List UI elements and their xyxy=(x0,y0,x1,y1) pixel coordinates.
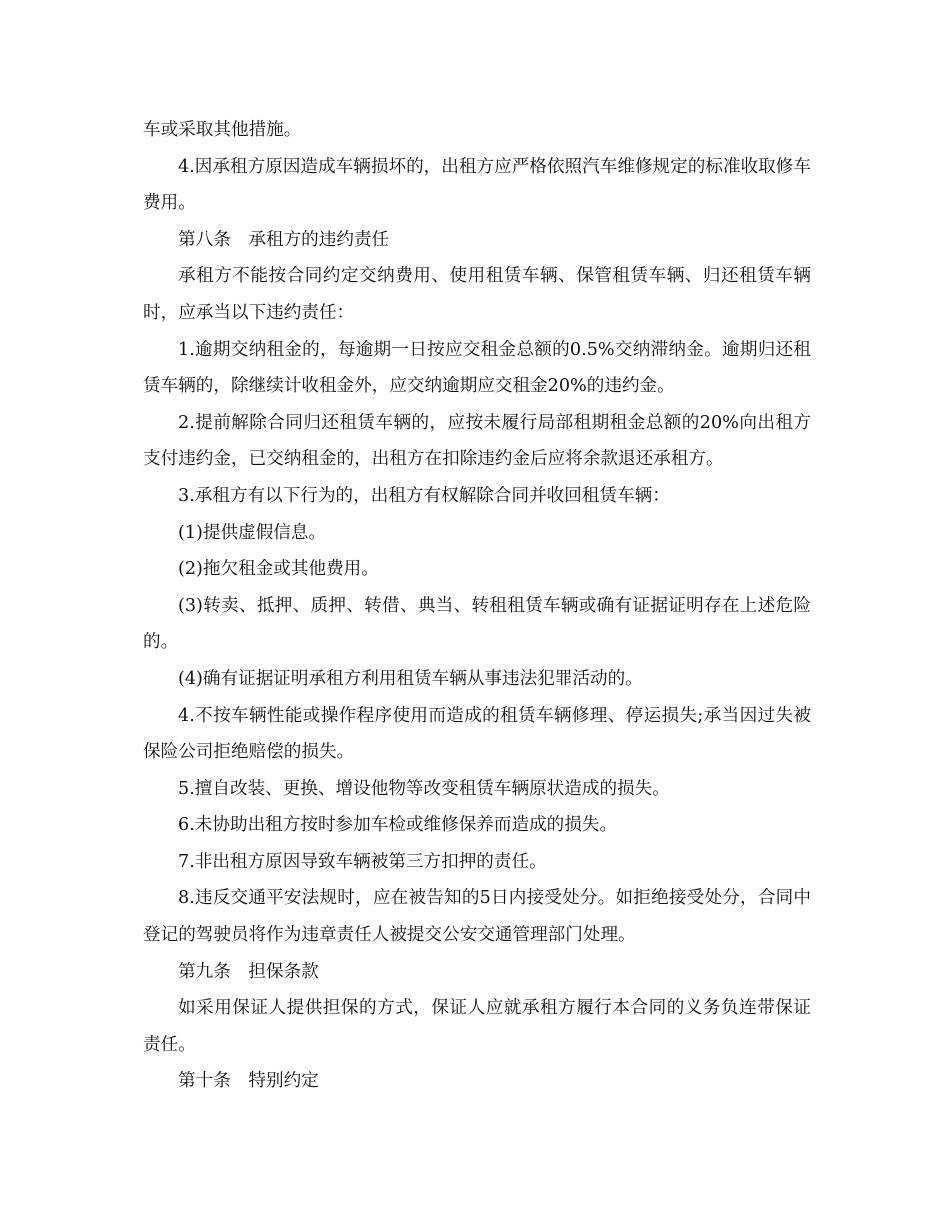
paragraph-article-9-body: 如采用保证人提供担保的方式，保证人应就承租方履行本合同的义务负连带保证责任。 xyxy=(143,998,811,1055)
paragraph-clause-7-item-4: 4.因承租方原因造成车辆损坏的，出租方应严格依照汽车维修规定的标准收取修车费用。 xyxy=(143,156,811,214)
paragraph-article-8-item-8: 8.违反交通平安法规时，应在被告知的5日内接受处分。如拒绝接受处分，合同中登记的驾驶员将作为违章责任人被提交公安交通管理部门处理。 xyxy=(143,888,811,946)
document-body xyxy=(143,112,811,1100)
paragraph-article-8-intro: 承租方不能按合同约定交纳费用、使用租赁车辆、保管租赁车辆、归还租赁车辆时，应承当以下违约责任： xyxy=(143,266,811,323)
paragraph-sub-item-3: (3)转卖、抵押、质押、转借、典当、转租租赁车辆或确有证据证明存在上述危险的。 xyxy=(143,595,811,653)
paragraph-article-8-item-6: 6.未协助出租方按时参加车检或维修保养而造成的损失。 xyxy=(178,815,618,836)
section-heading-article-9: 第九条 担保条款 xyxy=(178,961,319,982)
paragraph-continuation: 车或采取其他措施。 xyxy=(143,120,302,140)
section-heading-article-10: 第十条 特别约定 xyxy=(178,1071,319,1092)
paragraph-article-8-item-7: 7.非出租方原因导致车辆被第三方扣押的责任。 xyxy=(178,851,547,872)
paragraph-article-8-item-3: 3.承租方有以下行为的，出租方有权解除合同并收回租赁车辆： xyxy=(178,485,670,506)
section-heading-article-8: 第八条 承租方的违约责任 xyxy=(178,229,390,250)
paragraph-article-8-item-5: 5.擅自改装、更换、增设他物等改变租赁车辆原状造成的损失。 xyxy=(178,778,670,799)
paragraph-article-8-item-2: 2.提前解除合同归还租赁车辆的，应按未履行局部租期租金总额的20%向出租方支付违约金，已交纳租金的，出租方在扣除违约金后应将余款退还承租方。 xyxy=(143,412,811,470)
paragraph-article-8-item-1: 1.逾期交纳租金的，每逾期一日按应交租金总额的0.5%交纳滞纳金。逾期归还租赁车辆的，除继续计收租金外，应交纳逾期应交租金20%的违约金。 xyxy=(143,339,811,397)
paragraph-sub-item-1: (1)提供虚假信息。 xyxy=(178,522,327,543)
paragraph-article-8-item-4: 4.不按车辆性能或操作程序使用而造成的租赁车辆修理、停运损失;承当因过失被保险公司拒绝赔偿的损失。 xyxy=(143,705,811,763)
paragraph-sub-item-4: (4)确有证据证明承租方利用租赁车辆从事违法犯罪活动的。 xyxy=(178,668,643,689)
paragraph-sub-item-2: (2)拖欠租金或其他费用。 xyxy=(178,559,379,580)
